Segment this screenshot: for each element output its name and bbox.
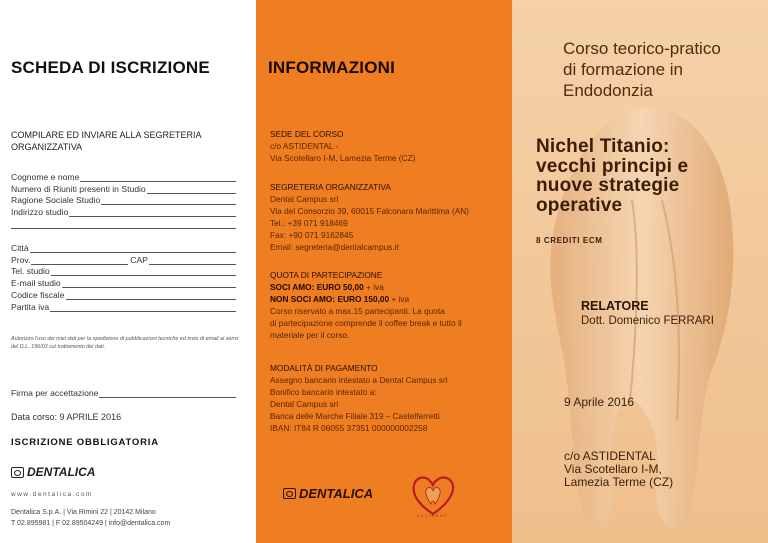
signature-label: Firma per accettazione xyxy=(11,387,99,398)
field-line[interactable] xyxy=(149,256,236,265)
information-panel xyxy=(256,0,512,543)
section-heading: SEDE DEL CORSO xyxy=(270,129,344,139)
website-link[interactable]: www.dentalica.com xyxy=(11,491,93,498)
field-email[interactable]: E-mail studio xyxy=(11,276,236,288)
field-line[interactable] xyxy=(69,208,236,217)
field-line[interactable] xyxy=(51,267,236,276)
field-line[interactable] xyxy=(31,256,128,265)
registration-panel xyxy=(0,0,256,543)
section-pagamento: MODALITÀ DI PAGAMENTO Assegno bancario intestato a Dental Campus srl Bonifico bancario intestato a: Dental Campus srl Banca delle Marche Filiale 319 – Castelferretti IBAN: IT84 R 06055 37351 000000002258 xyxy=(270,363,505,434)
course-date-value: 9 APRILE 2016 xyxy=(59,412,122,422)
information-title: INFORMAZIONI xyxy=(268,58,396,77)
ecm-credits: 8 CREDITI ECM xyxy=(536,236,603,245)
course-date-line: Data corso: 9 APRILE 2016 xyxy=(11,412,122,422)
field-partita-iva[interactable]: Partita iva xyxy=(11,300,236,312)
segreteria-email[interactable]: Email: segreteria@dentalcampus.it xyxy=(270,241,399,252)
field-line[interactable] xyxy=(99,389,236,398)
dentalica-logo: DENTALICA xyxy=(11,465,95,479)
field-tel[interactable]: Tel. studio xyxy=(11,265,236,277)
speaker-heading: RELATORE xyxy=(581,299,649,313)
section-heading: SEGRETERIA ORGANIZZATIVA xyxy=(270,182,391,192)
astident-heart-logo xyxy=(408,470,458,520)
registration-title: SCHEDA DI ISCRIZIONE xyxy=(11,58,210,77)
field-line[interactable] xyxy=(50,303,236,312)
company-address: Dentalica S.p.A. | Via Rimini 22 | 20142 Milano T 02.895981 | F 02.89504249 | info@dentalica.com xyxy=(11,509,171,527)
field-line[interactable] xyxy=(80,173,236,182)
quota-non-soci: NON SOCI AMO: EURO 150,00 + iva xyxy=(270,293,410,304)
dentalica-logo-icon xyxy=(11,467,24,478)
form-gap xyxy=(11,229,236,241)
registration-instructions: COMPILARE ED INVIARE ALLA SEGRETERIA ORGANIZZATIVA xyxy=(11,130,202,152)
event-date: 9 Aprile 2016 xyxy=(564,395,635,409)
speaker-name: Dott. Domenico FERRARI xyxy=(581,315,714,327)
section-sede: SEDE DEL CORSO c/o ASTIDENTAL - Via Scotellaro I-M, Lamezia Terme (CZ) xyxy=(270,129,505,165)
cover-panel xyxy=(512,0,768,543)
field-line[interactable] xyxy=(147,185,236,194)
signature-field[interactable] xyxy=(11,386,236,398)
course-title: Corso teorico-pratico di formazione in Endodonzia xyxy=(563,39,721,100)
field-line[interactable] xyxy=(30,244,236,253)
privacy-note: Autorizzo l'uso dei miei dati per la spedizione di pubblicazioni tecniche ed invio di email ai sensi del D.L. 196/03 sul trattamento dei dati. xyxy=(11,336,239,350)
section-quota: QUOTA DI PARTECIPAZIONE SOCI AMO: EURO 50,00 + iva NON SOCI AMO: EURO 150,00 + iva Corso riservato a max.15 partecipanti. La quota di partecipazione comprende il coffee break e tutto il materiale per il corso. xyxy=(270,270,505,341)
field-indirizzo[interactable]: Indirizzo studio xyxy=(11,205,236,217)
mandatory-notice: ISCRIZIONE OBBLIGATORIA xyxy=(11,437,159,448)
field-line[interactable] xyxy=(62,279,236,288)
field-line[interactable] xyxy=(66,291,237,300)
quota-soci: SOCI AMO: EURO 50,00 + iva xyxy=(270,281,384,292)
astident-caption: A S T I D E N T xyxy=(417,514,447,518)
main-title: Nichel Titanio: vecchi principi e nuove strategie operative xyxy=(536,136,689,216)
field-indirizzo-cont[interactable] xyxy=(11,217,236,229)
section-heading: QUOTA DI PARTECIPAZIONE xyxy=(270,270,383,280)
section-heading: MODALITÀ DI PAGAMENTO xyxy=(270,363,378,373)
field-riuniti[interactable]: Numero di Riuniti presenti in Studio xyxy=(11,182,236,194)
field-codice-fiscale[interactable]: Codice fiscale xyxy=(11,288,236,300)
registration-form xyxy=(11,170,236,312)
field-prov-cap[interactable]: Prov. CAP xyxy=(11,253,236,265)
dentalica-logo-icon xyxy=(283,488,296,499)
dentalica-logo-2: DENTALICA xyxy=(283,486,373,501)
field-line[interactable] xyxy=(11,220,236,229)
field-cognome-nome[interactable]: Cognome e nome xyxy=(11,170,236,182)
event-venue: c/o ASTIDENTAL Via Scotellaro I-M, Lamezia Terme (CZ) xyxy=(564,449,674,490)
section-segreteria: SEGRETERIA ORGANIZZATIVA Dental Campus srl Via del Consorzio 39, 60015 Falconara Marittima (AN) Tel.: +39 071 918469 Fax: +90 071 9162845 Email: segreteria@dentalcampus.it xyxy=(270,182,505,253)
field-ragione-sociale[interactable]: Ragione Sociale Studio xyxy=(11,194,236,206)
field-citta[interactable]: Città xyxy=(11,241,236,253)
field-line[interactable] xyxy=(101,196,236,205)
